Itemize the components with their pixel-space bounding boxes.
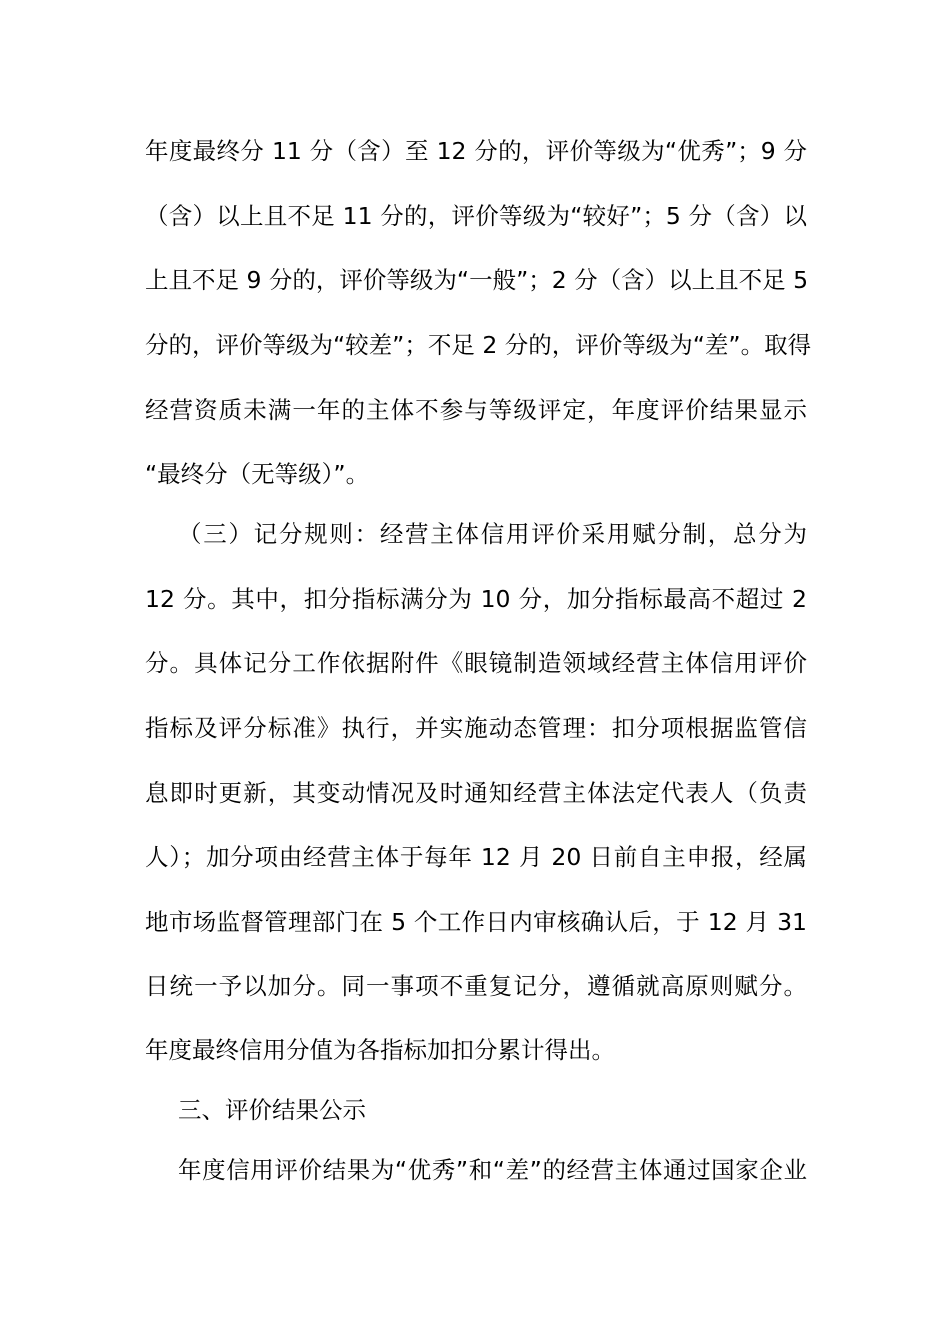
paragraph-line: 经营资质未满一年的主体不参与等级评定，年度评价结果显示 — [145, 396, 807, 424]
paragraph-line: “最终分（无等级）”。 — [145, 460, 370, 488]
paragraph-line: 年度最终分 11 分（含）至 12 分的，评价等级为“优秀”；9 分 — [145, 137, 807, 165]
paragraph-line: 12 分。其中，扣分指标满分为 10 分，加分指标最高不超过 2 — [145, 585, 807, 613]
paragraph-line: 日统一予以加分。同一事项不重复记分，遵循就高原则赋分。 — [145, 972, 807, 1000]
paragraph-line: 分。具体记分工作依据附件《眼镜制造领域经营主体信用评价 — [145, 649, 807, 677]
paragraph-line: 人）；加分项由经营主体于每年 12 月 20 日前自主申报，经属 — [145, 843, 807, 871]
paragraph-line: 分的，评价等级为“较差”；不足 2 分的，评价等级为“差”。取得 — [145, 331, 812, 359]
paragraph-line: 上且不足 9 分的，评价等级为“一般”；2 分（含）以上且不足 5 — [145, 266, 809, 294]
paragraph-line: 地市场监督管理部门在 5 个工作日内审核确认后，于 12 月 31 — [145, 908, 807, 936]
section-heading: 三、评价结果公示 — [178, 1096, 366, 1124]
paragraph-line: 息即时更新，其变动情况及时通知经营主体法定代表人（负责 — [145, 779, 807, 807]
paragraph-line: 年度最终信用分值为各指标加扣分累计得出。 — [145, 1036, 615, 1064]
section-rule-line: （三）记分规则：经营主体信用评价采用赋分制，总分为 — [178, 520, 807, 548]
paragraph-line: 指标及评分标准》执行，并实施动态管理：扣分项根据监管信 — [145, 714, 807, 742]
paragraph-line: （含）以上且不足 11 分的，评价等级为“较好”；5 分（含）以 — [145, 202, 807, 230]
paragraph-line: 年度信用评价结果为“优秀”和“差”的经营主体通过国家企业 — [178, 1156, 807, 1184]
